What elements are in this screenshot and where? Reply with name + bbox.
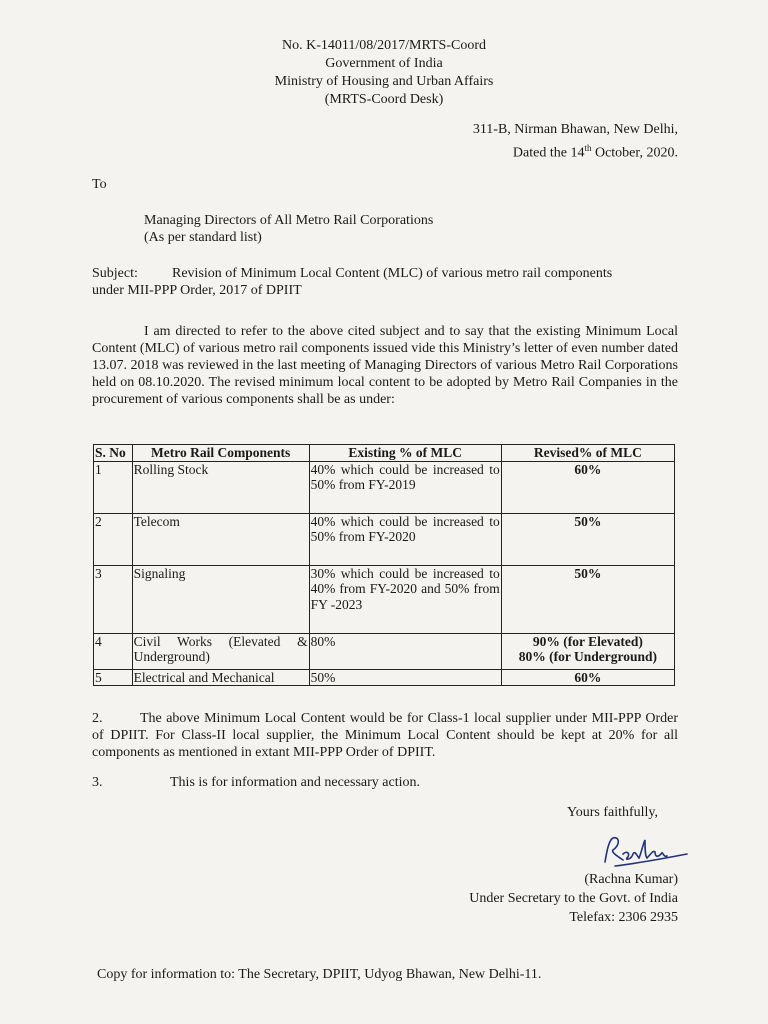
desk-name: (MRTS-Coord Desk) [324, 92, 444, 107]
cell-sno: 4 [94, 633, 133, 669]
to-label: To [92, 177, 107, 192]
body-paragraph-1: I am directed to refer to the above cited subject and to say that the existing Minimum Local Content (MLC) of various metro rail components issued vide this Ministry’s letter of even number dated 13.07. 2018 was reviewed in the last meeting of Managing Directors of various Metro Rail Corporations held on 08.10.2020. The revised minimum local content to be adopted by Metro Rail Companies in the procurement of various components shall be as under: [92, 324, 678, 407]
body-paragraph-3 [92, 775, 420, 791]
address-block [473, 121, 678, 163]
revised-elevated: 90% (for Elevated) [532, 633, 643, 649]
table-row [94, 461, 675, 513]
reference-number: No. K-14011/08/2017/MRTS-Coord [282, 38, 486, 53]
cell-existing: 40% which could be increased to 50% from FY-2020 [309, 513, 501, 565]
para2-number: 2. [92, 711, 103, 726]
recipient-block [144, 212, 433, 246]
mlc-table [93, 444, 675, 686]
para3-text: This is for information and necessary action. [170, 775, 420, 790]
cell-component: Electrical and Mechanical [132, 669, 309, 686]
cell-existing: 80% [309, 633, 501, 669]
cell-existing: 40% which could be increased to 50% from FY-2019 [309, 461, 501, 513]
header-existing: Existing % of MLC [309, 445, 501, 462]
government-name: Government of India [325, 56, 443, 71]
signatory-block [469, 870, 678, 927]
cell-component: Civil Works (Elevated & Underground) [132, 633, 309, 669]
cell-revised [501, 633, 674, 669]
table-header-row [94, 445, 675, 462]
cell-component: Telecom [132, 513, 309, 565]
body-paragraph-2 [92, 710, 678, 761]
letter-date: Dated the 14th October, 2020. [512, 143, 678, 161]
table-row [94, 633, 675, 669]
para2-text: The above Minimum Local Content would be for Class-1 local supplier under MII-PPP Order of DPIIT. For Class-II local supplier, the Minimum Local Content should be kept at 20% for all components as mentioned in extant MII-PPP Order of DPIIT. [92, 711, 678, 760]
ministry-name: Ministry of Housing and Urban Affairs [274, 74, 494, 89]
cell-sno: 1 [94, 461, 133, 513]
cell-sno: 2 [94, 513, 133, 565]
cell-revised: 50% [501, 565, 674, 633]
cell-sno: 3 [94, 565, 133, 633]
cell-existing: 50% [309, 669, 501, 686]
cell-revised: 60% [501, 669, 674, 686]
copy-to-line: Copy for information to: The Secretary, DPIIT, Udyog Bhawan, New Delhi-11. [97, 967, 542, 982]
cell-revised: 50% [501, 513, 674, 565]
subject-line-2: under MII-PPP Order, 2017 of DPIIT [92, 283, 302, 298]
revised-underground: 80% (for Underground) [518, 649, 658, 664]
para3-number: 3. [92, 775, 103, 790]
header-sno: S. No [94, 445, 133, 462]
cell-existing: 30% which could be increased to 40% from FY-2020 and 50% from FY -2023 [309, 565, 501, 633]
recipient-line-2: (As per standard list) [144, 230, 262, 245]
subject-label: Subject: [92, 266, 138, 281]
signatory-designation: Under Secretary to the Govt. of India [469, 891, 678, 906]
letter-header [0, 37, 768, 109]
cell-component: Rolling Stock [132, 461, 309, 513]
recipient-line-1: Managing Directors of All Metro Rail Corporations [144, 213, 434, 228]
header-revised: Revised% of MLC [501, 445, 674, 462]
cell-revised: 60% [501, 461, 674, 513]
signatory-name: (Rachna Kumar) [584, 872, 678, 887]
cell-component: Signaling [132, 565, 309, 633]
header-component: Metro Rail Components [132, 445, 309, 462]
table-row [94, 513, 675, 565]
subject-line-1: Revision of Minimum Local Content (MLC) of various metro rail components [172, 266, 613, 281]
table-row [94, 565, 675, 633]
signatory-telefax: Telefax: 2306 2935 [569, 910, 678, 925]
subject-block [92, 265, 682, 299]
closing-salutation: Yours faithfully, [567, 805, 659, 820]
office-address: 311-B, Nirman Bhawan, New Delhi, [472, 122, 678, 137]
cell-sno: 5 [94, 669, 133, 686]
table-row [94, 669, 675, 686]
